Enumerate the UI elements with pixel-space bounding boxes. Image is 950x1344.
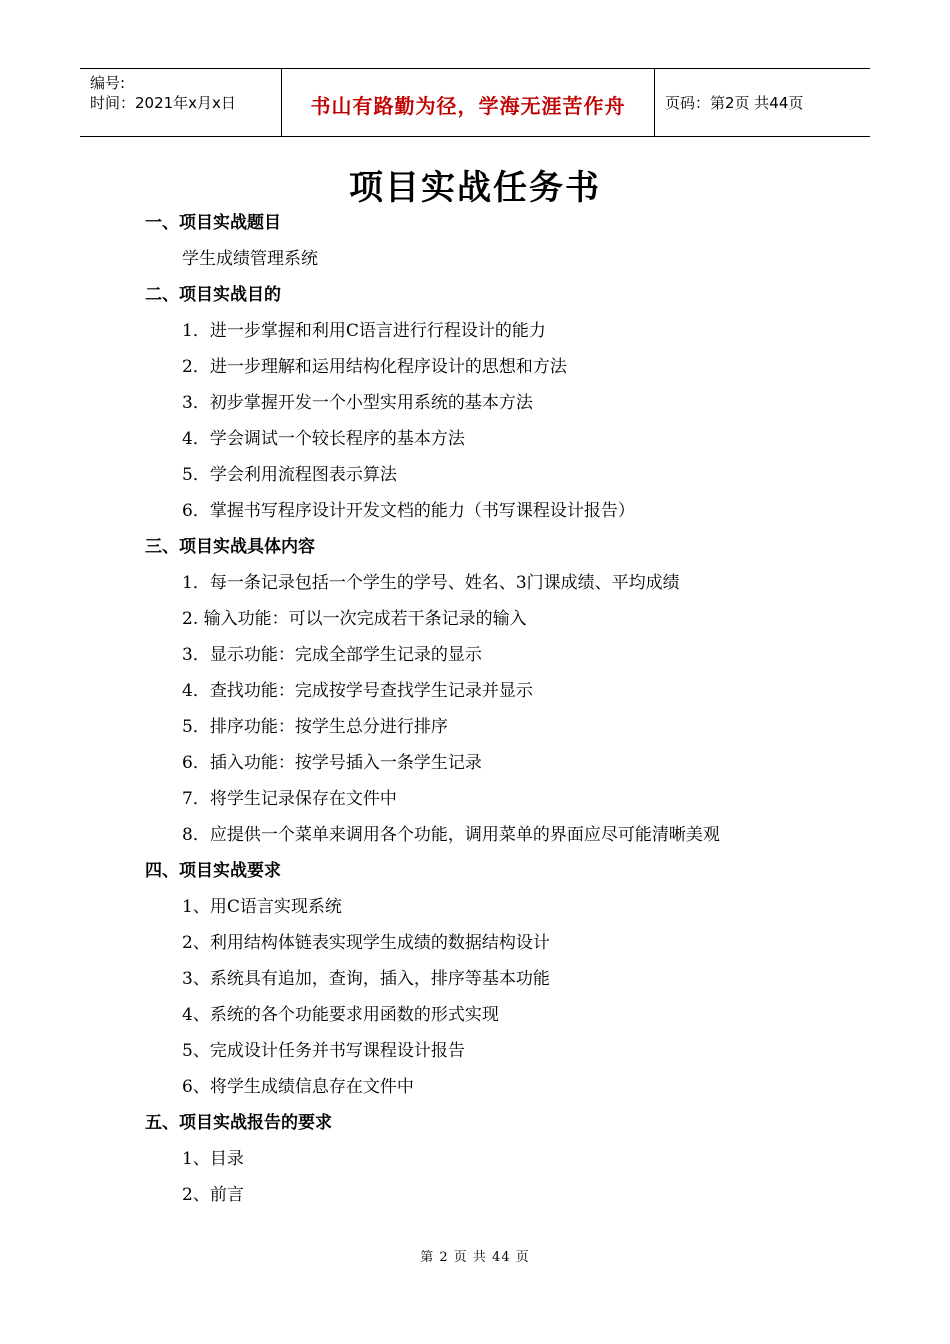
document-number: 编号: [90,74,126,92]
section-title: 一、项目实战题目 [145,213,281,233]
list-item: 1．每一条记录包括一个学生的学号、姓名、3门课成绩、平均成绩 [182,573,680,593]
page-footer: 第 2 页 共 44 页 [420,1250,530,1265]
list-item: 2. 输入功能：可以一次完成若干条记录的输入 [182,609,527,629]
list-item: 1、用C语言实现系统 [182,897,342,917]
header-motto: 书山有路勤为径，学海无涯苦作舟 [310,94,626,118]
list-item: 2．进一步理解和运用结构化程序设计的思想和方法 [182,357,567,377]
section-title: 五、项目实战报告的要求 [145,1113,332,1133]
section-report [0,1105,950,1213]
header-meta [80,69,282,136]
section-title: 三、项目实战具体内容 [145,537,315,557]
page-header [80,68,870,137]
header-page-info: 页码：第2页 共44页 [665,94,804,112]
header-page-info-cell [655,69,870,136]
document-title: 项目实战任务书 [349,168,601,208]
list-item: 1．进一步掌握和利用C语言进行行程设计的能力 [182,321,546,341]
list-item: 3．显示功能：完成全部学生记录的显示 [182,645,482,665]
list-item: 6．插入功能：按学号插入一条学生记录 [182,753,482,773]
section-title: 二、项目实战目的 [145,285,281,305]
list-item: 4．学会调试一个较长程序的基本方法 [182,429,465,449]
list-item: 3、系统具有追加，查询，插入，排序等基本功能 [182,969,550,989]
list-item: 4、系统的各个功能要求用函数的形式实现 [182,1005,499,1025]
document-body [0,205,950,1213]
list-item: 8．应提供一个菜单来调用各个功能，调用菜单的界面应尽可能清晰美观 [182,825,720,845]
header-motto-cell [282,69,655,136]
list-item: 5、完成设计任务并书写课程设计报告 [182,1041,465,1061]
section-title: 四、项目实战要求 [145,861,281,881]
list-item: 3．初步掌握开发一个小型实用系统的基本方法 [182,393,533,413]
list-item: 5．学会利用流程图表示算法 [182,465,397,485]
document-date: 时间：2021年x月x日 [90,94,236,112]
list-item: 6．掌握书写程序设计开发文档的能力（书写课程设计报告） [182,501,635,521]
list-item: 1、目录 [182,1149,244,1169]
list-item: 学生成绩管理系统 [182,249,318,269]
section-topic [0,205,950,277]
list-item: 5．排序功能：按学生总分进行排序 [182,717,448,737]
list-item: 4．查找功能：完成按学号查找学生记录并显示 [182,681,533,701]
list-item: 2、前言 [182,1185,244,1205]
list-item: 6、将学生成绩信息存在文件中 [182,1077,414,1097]
section-requirements [0,853,950,1105]
list-item: 2、利用结构体链表实现学生成绩的数据结构设计 [182,933,550,953]
section-content [0,529,950,853]
list-item: 7．将学生记录保存在文件中 [182,789,397,809]
section-purpose [0,277,950,529]
